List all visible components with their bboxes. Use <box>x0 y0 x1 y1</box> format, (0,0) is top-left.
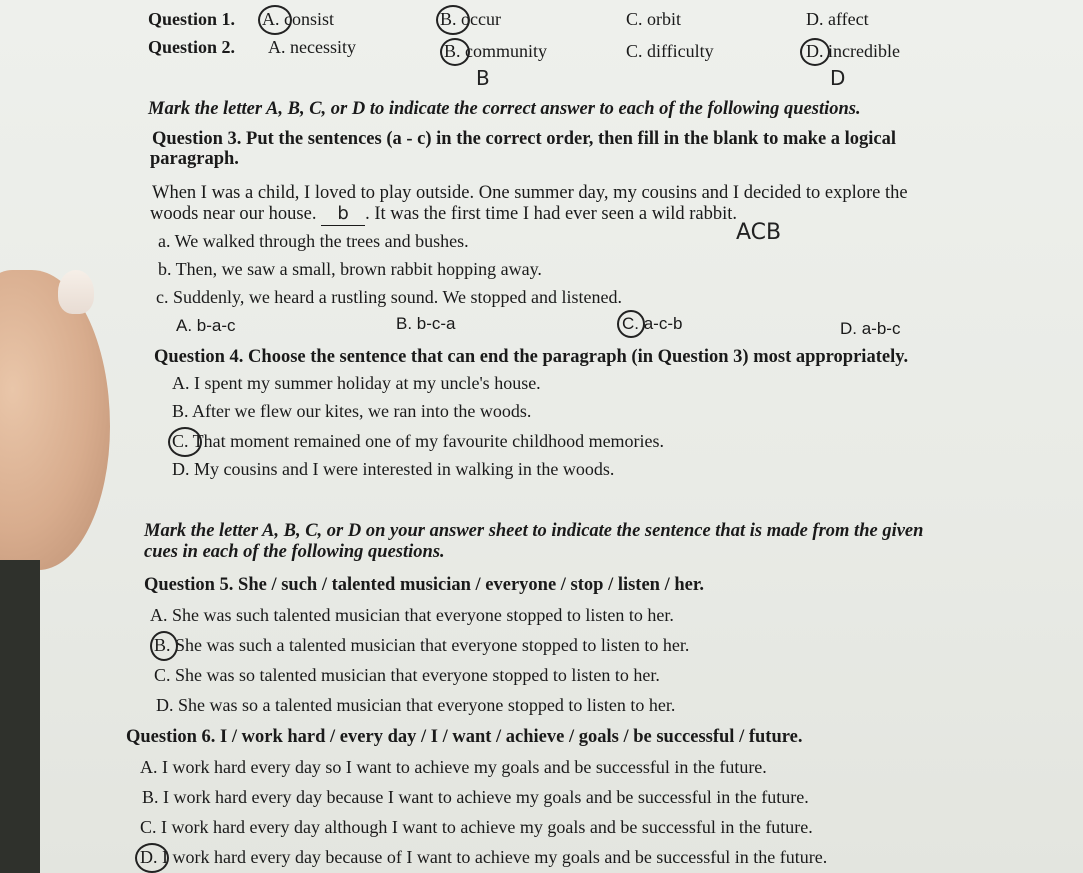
q1-option-d[interactable]: D. affect <box>806 9 869 29</box>
q4-option-d[interactable]: D. My cousins and I were interested in walking in the woods. <box>172 459 615 479</box>
answer-circle <box>135 843 169 873</box>
q3-sentence-a: a. We walked through the trees and bushes. <box>158 231 469 251</box>
q3-option-b[interactable]: B. b-c-a <box>396 314 456 333</box>
q3-sentence-b: b. Then, we saw a small, brown rabbit hopping away. <box>158 259 542 279</box>
q6-option-d[interactable]: D. I work hard every day because of I want to achieve my goals and be successful in the future. <box>140 847 828 867</box>
q3-option-d[interactable]: D. a-b-c <box>840 319 901 338</box>
q5-option-d[interactable]: D. She was so a talented musician that everyone stopped to listen to her. <box>156 695 676 715</box>
answer-circle <box>617 310 645 338</box>
answer-circle <box>440 38 470 66</box>
q5-stem: Question 5. She / such / talented musician / everyone / stop / listen / her. <box>144 575 704 595</box>
answer-circle <box>168 427 202 457</box>
q6-option-a[interactable]: A. I work hard every day so I want to achieve my goals and be successful in the future. <box>140 757 767 777</box>
q3-stem-line1: Question 3. Put the sentences (a - c) in the correct order, then fill in the blank to make a logical <box>152 129 897 149</box>
instruction-heading-2-line1: Mark the letter A, B, C, or D on your answer sheet to indicate the sentence that is made from the given <box>144 521 924 541</box>
instruction-heading-1: Mark the letter A, B, C, or D to indicate the correct answer to each of the following questions. <box>148 99 861 119</box>
q2-option-b[interactable]: B. community <box>444 41 547 61</box>
q3-sentence-c: c. Suddenly, we heard a rustling sound. We stopped and listened. <box>156 287 622 307</box>
q1-label: Question 1. <box>148 9 236 29</box>
q3-option-a[interactable]: A. b-a-c <box>176 316 236 335</box>
q2-option-a[interactable]: A. necessity <box>268 37 356 57</box>
handwritten-mark: D <box>830 66 846 90</box>
q2-label: Question 2. <box>148 37 236 57</box>
instruction-heading-2-line2: cues in each of the following questions. <box>144 542 445 562</box>
answer-circle <box>436 5 470 35</box>
q6-stem: Question 6. I / work hard / every day / I / want / achieve / goals / be successful / future. <box>126 727 803 747</box>
q3-paragraph-start: woods near our house. <box>150 204 317 224</box>
q3-paragraph-end: . It was the first time I had ever seen a wild rabbit. <box>365 204 738 224</box>
answer-circle <box>800 38 830 66</box>
q5-option-a[interactable]: A. She was such talented musician that everyone stopped to listen to her. <box>150 605 674 625</box>
handwritten-answer: b <box>337 203 349 224</box>
q4-stem: Question 4. Choose the sentence that can end the paragraph (in Question 3) most appropriately. <box>154 347 909 367</box>
q2-option-d[interactable]: D. incredible <box>806 41 900 61</box>
handwritten-mark: B <box>476 66 490 90</box>
q1-option-c[interactable]: C. orbit <box>626 9 682 29</box>
q5-option-b[interactable]: B. She was such a talented musician that everyone stopped to listen to her. <box>154 635 690 655</box>
q3-blank[interactable] <box>321 203 365 226</box>
fingernail <box>58 270 94 314</box>
q4-option-b[interactable]: B. After we flew our kites, we ran into the woods. <box>172 401 532 421</box>
q3-stem-line2: paragraph. <box>150 149 239 169</box>
q1-option-a[interactable]: A. consist <box>262 9 334 29</box>
q3-paragraph-line1: When I was a child, I loved to play outside. One summer day, my cousins and I decided to explore the <box>152 183 908 203</box>
q4-option-c[interactable]: C. That moment remained one of my favourite childhood memories. <box>172 431 665 451</box>
background-shadow <box>0 560 40 873</box>
answer-circle <box>258 5 292 35</box>
q2-option-c[interactable]: C. difficulty <box>626 41 714 61</box>
hand-holding-page <box>0 270 110 570</box>
answer-circle <box>150 631 178 661</box>
q6-option-c[interactable]: C. I work hard every day although I want to achieve my goals and be successful in the future. <box>140 817 813 837</box>
q3-option-c[interactable]: C. a-c-b <box>622 314 683 333</box>
q4-option-a[interactable]: A. I spent my summer holiday at my uncle's house. <box>172 373 541 393</box>
q1-option-b[interactable]: B. occur <box>440 9 501 29</box>
q5-option-c[interactable]: C. She was so talented musician that everyone stopped to listen to her. <box>154 665 660 685</box>
q6-option-b[interactable]: B. I work hard every day because I want to achieve my goals and be successful in the future. <box>142 787 809 807</box>
handwritten-order: ACB <box>736 220 782 245</box>
q3-paragraph-line2 <box>150 203 737 226</box>
